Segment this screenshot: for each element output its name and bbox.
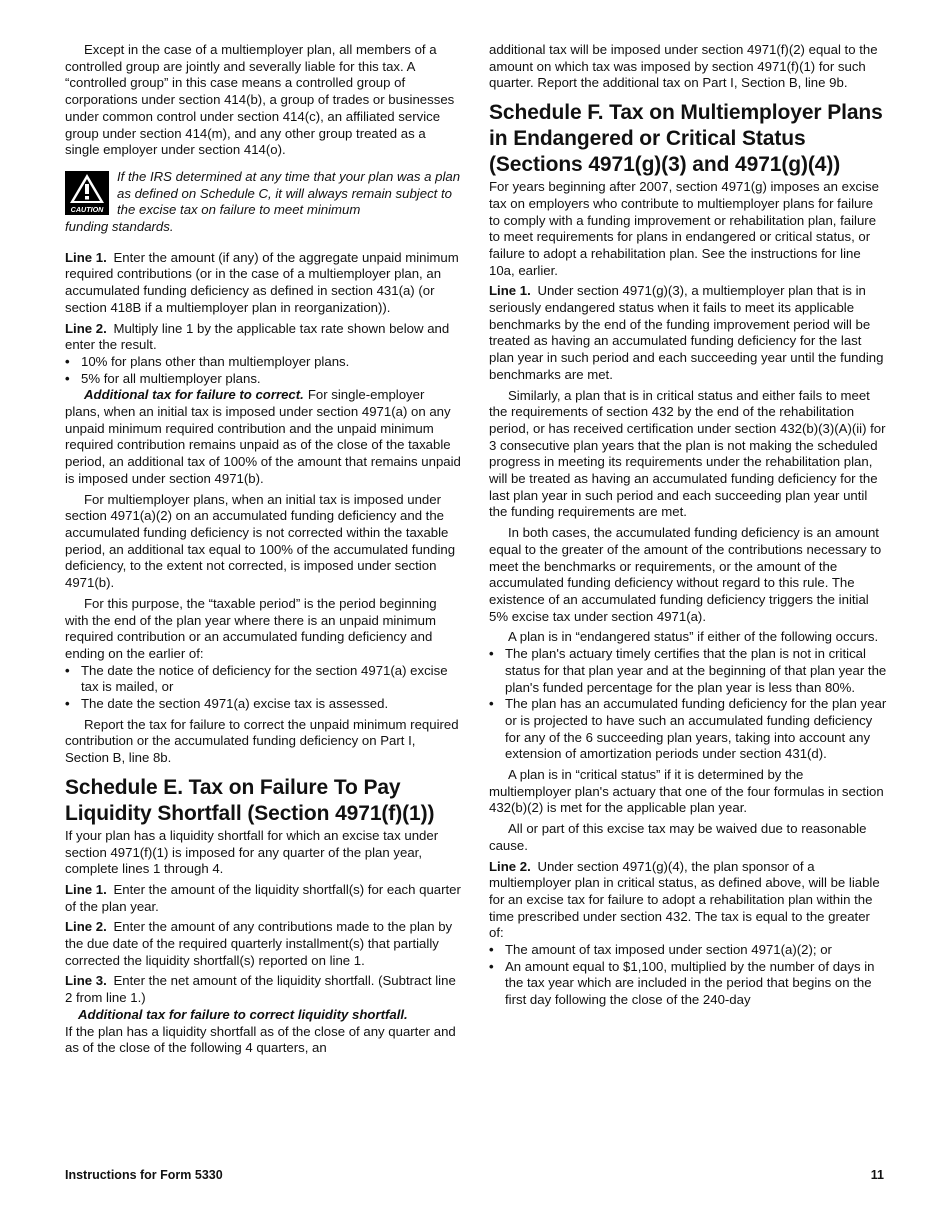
line1-label: Line 1. (65, 249, 107, 265)
caution-icon-label: CAUTION (70, 204, 104, 214)
schedule-e-heading: Schedule E. Tax on Failure To Pay Liquidity Shortfall (Section 4971(f)(1)) (65, 775, 435, 825)
schedule-e-line3: Line 3. Enter the net amount of the liquidity shortfall. (Subtract line 2 from line 1.) (65, 973, 456, 1006)
both-cases-paragraph: In both cases, the accumulated funding deficiency is an amount equal to the greater of the amount of the contributions necessary to meet the benchmarks or requirements, or the amount of the accumulated funding deficiency without regard to this rule. The existence of an accumulated funding deficiency triggers the initial 5% excise tax under section 4971(a). (489, 525, 882, 624)
schedule-f-heading: Schedule F. Tax on Multiemployer Plans in Endangered or Critical Status (Sections 4971(g)(3) and 4971(g)(4)) (489, 101, 883, 177)
list-item: • The plan's actuary timely certifies that the plan is not in critical status for that plan year and at the beginning of that plan year the plan's funded percentage for the plan year is less than 80%. (489, 646, 887, 695)
schedule-e-line1: Line 1. Enter the amount of the liquidity shortfall(s) for each quarter of the plan year. (65, 881, 461, 914)
continuation-paragraph: additional tax will be imposed under section 4971(f)(2) equal to the amount on which tax was imposed by section 4971(f)(1) for such quarter. Report the additional tax on Part I, Section B, line 9b. (489, 42, 878, 91)
schedule-f-line2: Line 2. Under section 4971(g)(4), the plan sponsor of a multiemployer plan in critical status, as defined above, will be liable for an excise tax for failure to adopt a rehabilitation plan within the time prescribed under section 432. The tax is equal to the greater of: (489, 858, 880, 941)
line2-paragraph (65, 321, 463, 354)
critical-paragraph: A plan is in “critical status” if it is determined by the multiemployer plan's actuary that one of the four formulas in section 432(b)(2) is met for the applicable plan year. (489, 767, 884, 816)
additional-tax-paragraph (65, 387, 463, 487)
taxable-period-paragraph: For this purpose, the “taxable period” is the period beginning with the end of the plan year where there is an unpaid minimum required contribution or an accumulated funding deficiency and ending on the earlier of: (65, 595, 437, 661)
list-item: • 10% for plans other than multiemployer plans. (65, 353, 350, 369)
similarly-paragraph: Similarly, a plan that is in critical status and either fails to meet the requirements of section 432 by the end of the rehabilitation period, or has received certification under section 432(b)(3)(A)(ii) for 3 consecutive plan years that the plan is not making the scheduled progress in meeting its requirements under the rehabilitation plan, will be treated as having an accumulated funding deficiency for the last plan year in such period and each succeeding plan year until the funding requirements are met. (489, 387, 886, 520)
footer-title: Instructions for Form 5330 (65, 1168, 223, 1182)
right-column (489, 42, 887, 1009)
line2-label: Line 2. (65, 320, 107, 336)
line2-text: Multiply line 1 by the applicable tax rate shown below and enter the result. (65, 320, 450, 353)
list-item: • The date the section 4971(a) excise tax is assessed. (65, 696, 389, 712)
additional-tax-label: Additional tax for failure to correct. (84, 387, 304, 403)
schedule-f-intro: For years beginning after 2007, section 4971(g) imposes an excise tax on employers who contribute to multiemployer plans for failure to comply with a funding improvement or rehabilitation plan, failure to meet requirements for plans in endangered or critical status, or failure to adopt a rehabilitation plan. See the instructions for line 10a, earlier. (489, 179, 879, 278)
schedule-e-additional-text: If the plan has a liquidity shortfall as of the close of any quarter and as of the close of the following 4 quarters, an (65, 1023, 456, 1056)
multiemployer-paragraph: For multiemployer plans, when an initial tax is imposed under section 4971(a)(2) on an accumulated funding deficiency and the accumulated funding deficiency is not corrected within the taxable period, an additional tax equal to 100% of the accumulated funding deficiency, to the extent not corrected, is imposed under section 4971(b). (65, 491, 456, 591)
list-item: • 5% for all multiemployer plans. (65, 370, 261, 386)
schedule-e-line2: Line 2. Enter the amount of any contributions made to the plan by the due date of the required quarterly installment(s) that partially corrected the liquidity shortfall(s) reported on line 1. (65, 919, 453, 968)
schedule-f-line1: Line 1. Under section 4971(g)(3), a multiemployer plan that is in seriously endangered status when it fails to meet its applicable benchmarks by the end of the funding improvement period will be treated as having an accumulated funding deficiency for the last plan year in such period and each succeeding year until the funding benchmarks are met. (489, 283, 884, 382)
waived-paragraph: All or part of this excise tax may be waived due to reasonable cause. (489, 821, 867, 853)
caution-note (65, 169, 463, 236)
report-paragraph: Report the tax for failure to correct the unpaid minimum required contribution or the accumulated funding deficiency on Part I, Section B, line 8b. (65, 716, 459, 766)
list-item: • The date the notice of deficiency for the section 4971(a) excise tax is mailed, or (65, 662, 448, 695)
endangered-paragraph: A plan is in “endangered status” if either of the following occurs. (508, 629, 879, 645)
caution-text: If the IRS determined at any time that your plan was a plan as defined on Schedule C, it will always remain subject to the excise tax on failure to meet minimum (117, 168, 461, 218)
additional-tax-text: For single-employer plans, when an initial tax is imposed under section 4971(a) on any unpaid minimum required contribution and the unpaid minimum required contribution remains unpaid as of the close of the taxable period, an additional tax of 100% of the amount that remains unpaid is imposed under section 4971(b). (65, 387, 461, 486)
caution-icon (65, 171, 109, 215)
schedule-e-intro: If your plan has a liquidity shortfall for which an excise tax under section 4971(f)(1) is imposed for any quarter of the plan year, complete lines 1 through 4. (65, 827, 439, 877)
page-number: 11 (870, 1168, 884, 1182)
line1-paragraph (65, 250, 463, 317)
line1-text: Enter the amount (if any) of the aggregate unpaid minimum required contributions (or in the case of a multiemployer plan, an accumulated funding deficiency as defined in section 431(a) (or section 418B if a multiemployer plan in reorganization)). (65, 249, 459, 315)
list-item: • The amount of tax imposed under section 4971(a)(2); or (489, 942, 832, 958)
left-column (65, 42, 463, 1061)
controlled-group-paragraph: Except in the case of a multiemployer plan, all members of a controlled group are jointly and severally liable for this tax. A “controlled group” in this case means a controlled group of corporations under section 414(b), a group of trades or businesses under common control under section 414(c), an affiliated service group under section 414(m), and any other group treated as a single employer under section 414(o). (65, 42, 455, 158)
list-item: • An amount equal to $1,100, multiplied by the number of days in the tax year which are included in the period that begins on the first day following the close of the 240-day (489, 958, 875, 1008)
list-item: • The plan has an accumulated funding deficiency for the plan year or is projected to have such an accumulated funding deficiency for any of the 6 succeeding plan years, taking into account any extension of amortization periods under section 431(d). (489, 696, 887, 762)
caution-text-continued: funding standards. (65, 219, 174, 235)
schedule-e-additional-label: Additional tax for failure to correct liquidity shortfall. (78, 1006, 408, 1022)
